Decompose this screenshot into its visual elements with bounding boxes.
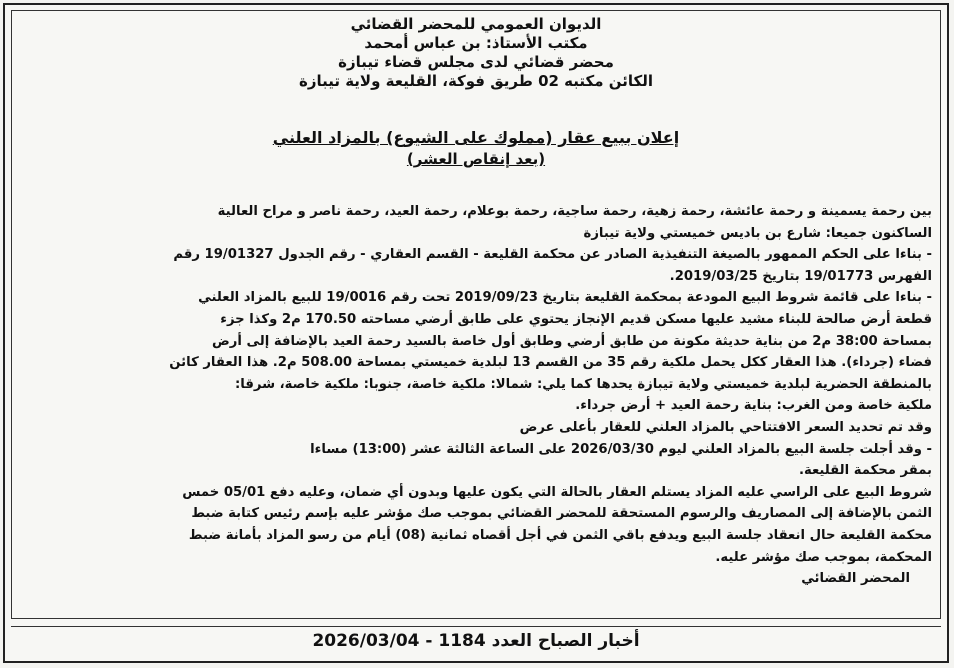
body-line: ملكية خاصة ومن الغرب: بناية رحمة العيد + أرض جرداء.: [575, 398, 932, 414]
body-line: الساكنون جميعا: شارع بن باديس خميستي ولاية تيبازة: [583, 225, 932, 241]
body-line: - بناءا على قائمة شروط البيع المودعة بمحكمة القليعة بتاريخ 2019/09/23 تحت رقم 19/0016 للبيع بالمزاد العلني: [198, 290, 932, 306]
body-line: بين رحمة يسمينة و رحمة عائشة، رحمة زهية، رحمة ساجية، رحمة بوعلام، رحمة العيد، رحمة ناصر و مراح العالية: [217, 204, 932, 219]
announcement-title: [12, 127, 940, 169]
body-line: - وقد أجلت جلسة البيع بالمزاد العلني ليوم 2026/03/30 على الساعة الثالثة عشر (13:00) مساءا: [310, 441, 932, 457]
body-line: فضاء (جرداء). هذا العقار ككل يحمل ملكية رقم 35 من القسم 13 لبلدية خميستي بمساحة 508.00 م2. هذا العقار كائن: [169, 355, 932, 371]
title-sub: (بعد إنقاص العشر): [406, 150, 546, 168]
body-line: قطعة أرض صالحة للبناء مشيد عليها مسكن قديم الإنجاز يحتوي على طابق أرضي مساحته 170.50 م2 وكذا جزء: [220, 311, 932, 327]
header-line-2: مكتب الأستاذ: بن عباس أمحمد: [364, 34, 588, 52]
body-line: محكمة القليعة حال انعقاد جلسة البيع ويدفع باقي الثمن في أجل أقصاه ثمانية (08) أيام من رسو المزاد بأمانة ضبط: [188, 527, 932, 543]
signature-line: المحضر القضائي: [801, 571, 910, 587]
body-line: وقد تم تحديد السعر الافتتاحي بالمزاد العلني للعقار بأعلى عرض: [519, 419, 932, 435]
header-line-3: محضر قضائي لدى مجلس قضاء تيبازة: [338, 53, 614, 71]
office-header: [12, 15, 940, 91]
header-line-1: الديوان العمومي للمحضر القضائي: [350, 15, 602, 33]
body-line: شروط البيع على الراسي عليه المزاد يستلم العقار بالحالة التي يكون عليها وبدون أي ضمان، وعليه دفع 05/01 خمس: [182, 484, 932, 500]
body-line: بمقر محكمة القليعة.: [798, 463, 932, 479]
newspaper-footer: [11, 626, 941, 655]
body-line: الفهرس 19/01773 بتاريخ 2019/03/25.: [669, 268, 932, 284]
title-main: إعلان ببيع عقار (مملوك على الشيوع) بالمزاد العلني: [272, 128, 680, 147]
body-line: بمساحة 38:00 م2 من بناية حديثة مكونة من طابق أرضي وطابق أول خاصة بالسيد رحمة العيد بالإضافة إلى أرض: [212, 333, 932, 349]
announcement-box: [11, 10, 941, 619]
header-line-4: الكائن مكتبه 02 طريق فوكة، القليعة ولاية تيبازة: [298, 72, 653, 90]
body-line: الثمن بالإضافة إلى المصاريف والرسوم المستحقة للمحضر القضائي بموجب صك مؤشر عليه بإسم رئيس كتابة ضبط: [191, 506, 932, 522]
body-line: - بناءا على الحكم الممهور بالصيغة التنفيذية الصادر عن محكمة القليعة - القسم العقاري - رقم الجدول 19/01327 رقم: [173, 247, 932, 263]
body-line: بالمنطقة الحضرية لبلدية خميستي ولاية تيبازة يحدها كما يلي: شمالا: ملكية خاصة، جنوبا: ملكية خاصة، شرقا:: [235, 376, 932, 392]
body-line: المحكمة، بموجب صك مؤشر عليه.: [715, 549, 932, 565]
announcement-body: [22, 201, 932, 590]
footer-issue-text: أخبار الصباح العدد 1184 - 2026/03/04: [312, 631, 640, 651]
page-frame: [3, 3, 949, 663]
